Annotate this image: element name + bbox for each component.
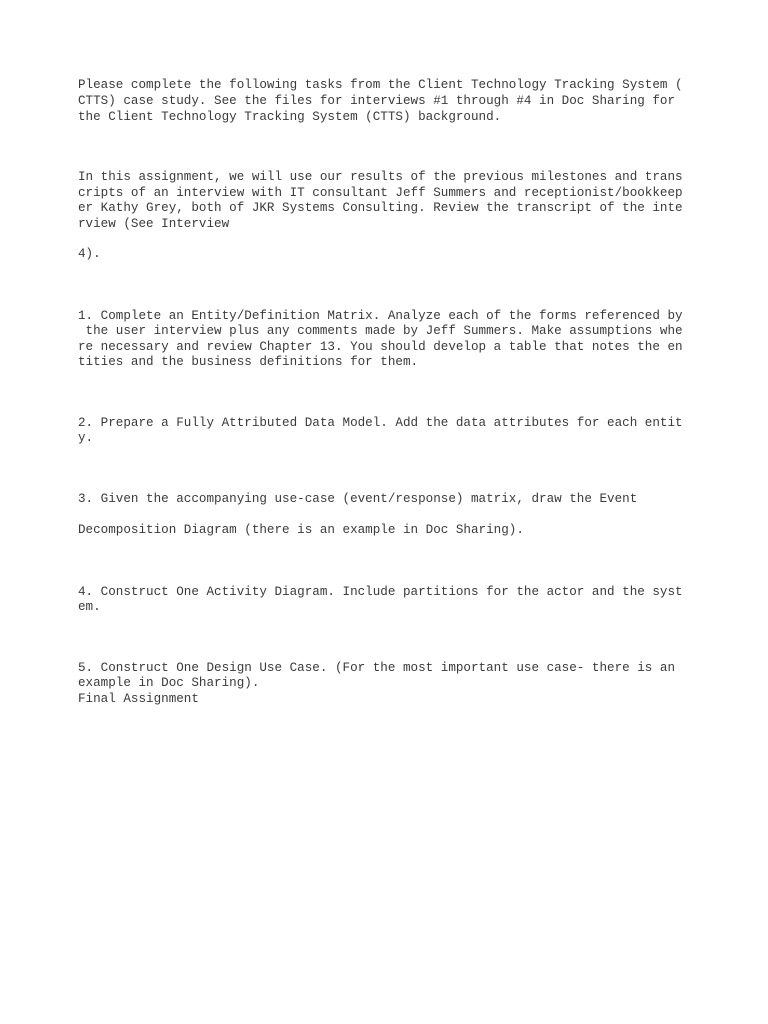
assignment-line-4: rview (See Interview (78, 217, 230, 231)
task2-line-1: 2. Prepare a Fully Attributed Data Model. Add the data attributes for each entit (78, 416, 683, 430)
task5-line-2: example in Doc Sharing). (78, 676, 260, 690)
task1-line-4: tities and the business definitions for them. (78, 355, 419, 369)
task3-tail: Decomposition Diagram (there is an example in Doc Sharing). (78, 523, 524, 537)
assignment-line-1: In this assignment, we will use our results of the previous milestones and trans (78, 170, 683, 184)
intro-line-3: the Client Technology Tracking System (CTTS) background. (78, 110, 502, 124)
task1-line-3: re necessary and review Chapter 13. You should develop a table that notes the en (78, 340, 683, 354)
task3-line-1: 3. Given the accompanying use-case (event/response) matrix, draw the Event (78, 492, 638, 506)
intro-line-1: Please complete the following tasks from the Client Technology Tracking System ( (78, 78, 683, 92)
assignment-tail: 4). (78, 247, 101, 261)
task2-line-2: y. (78, 431, 94, 445)
intro-line-2: CTTS) case study. See the files for interviews #1 through #4 in Doc Sharing for (78, 94, 676, 108)
task5-line-1: 5. Construct One Design Use Case. (For the most important use case- there is an (78, 661, 676, 675)
task4-line-1: 4. Construct One Activity Diagram. Include partitions for the actor and the syst (78, 585, 683, 599)
task4-line-2: em. (78, 600, 101, 614)
task1-line-2: the user interview plus any comments made by Jeff Summers. Make assumptions whe (78, 324, 683, 338)
assignment-line-2: cripts of an interview with IT consultant Jeff Summers and receptionist/bookkeep (78, 186, 683, 200)
task1-line-1: 1. Complete an Entity/Definition Matrix. Analyze each of the forms referenced by (78, 309, 683, 323)
assignment-line-3: er Kathy Grey, both of JKR Systems Consulting. Review the transcript of the inte (78, 201, 683, 215)
footer-title: Final Assignment (78, 692, 199, 706)
